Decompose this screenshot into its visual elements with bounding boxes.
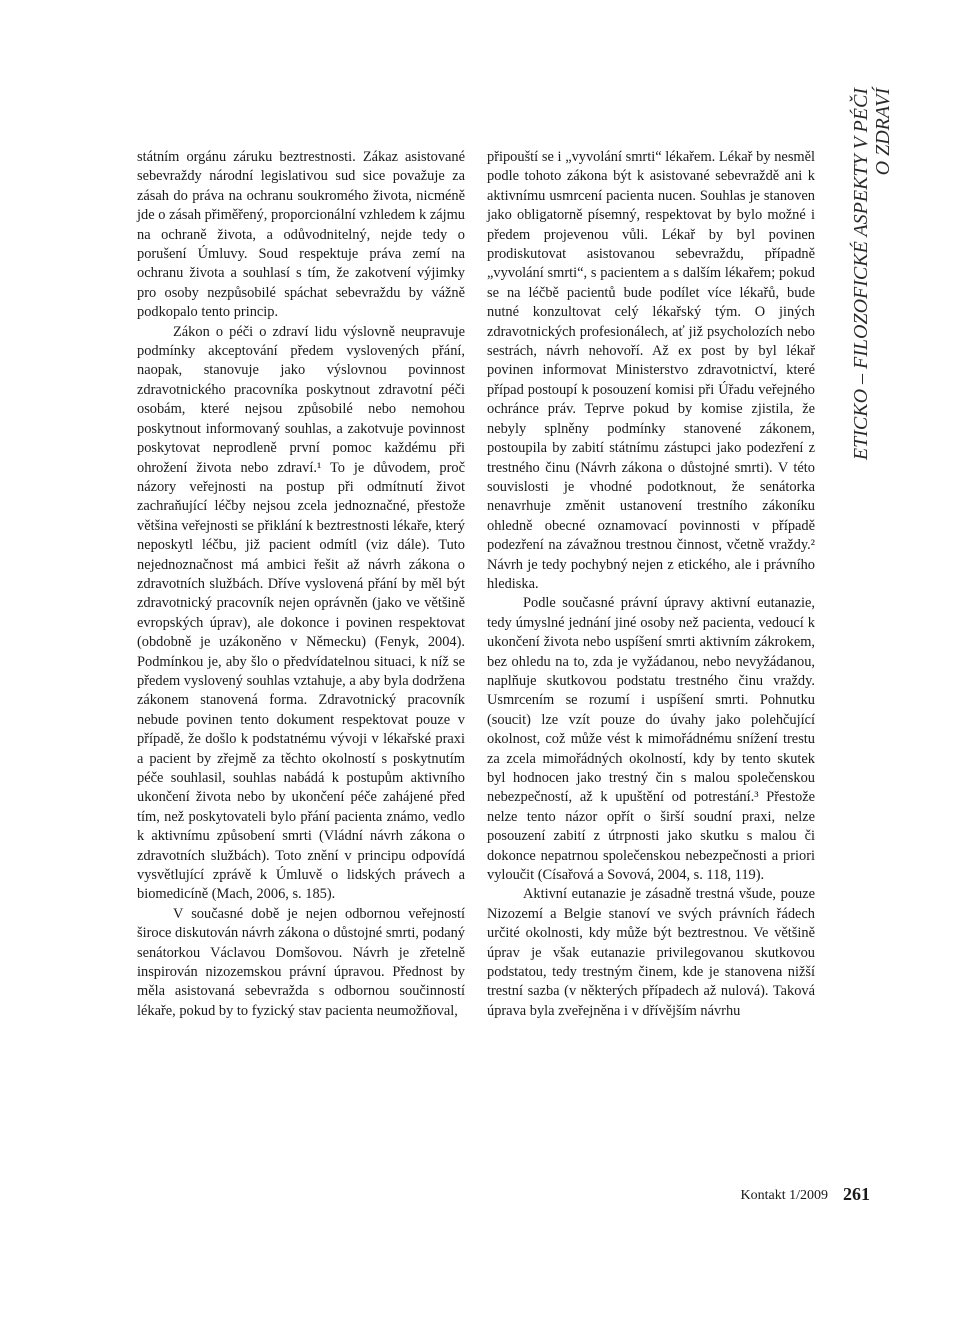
running-header-text: [850, 88, 894, 468]
paragraph: připouští se i „vyvolání smrti“ lékařem. Lékař by nesměl podle tohoto zákona být k asistované sebevraždě ani k aktivnímu usmrcení pacienta nucen. Souhlas je stanoven jako obligatorně písemný, respektovat by bylo možné i předem projevenou vůli. Lékař by byl povinen prodiskutovat asistovanou sebevraždu, případně „vyvolání smrti“, s pacientem a s dalším lékařem; pokud se na léčbě pacientů bude podílet více lékařů, bude nutné konzultovat celý lékařský tým. O jiných zdravotnických profesionálech, ať již psycholozích nebo sestrách, návrh nehovoří. Až ex post by byl lékař povinen informovat Ministerstvo zdravotnictví, které případ postoupí k posouzení komisi při Úřadu veřejného ochránce práv. Teprve pokud by komise zjistila, že nebyly splněny podmínky stanovené zákonem, postoupila by zabití státnímu zástupci jako podezření z trestného činu (Návrh zákona o důstojné smrti). V této souvislosti je vhodné podotknout, že senátorka nenavrhuje změnit ustanovení trestního zákoníku ohledně obecné oznamovací povinnosti v případě podezření na závažnou trestnou činnost, včetně vraždy.² Návrh je tedy pochybný nejen z etického, ale i právního hlediska.: [487, 149, 815, 592]
left-column: [137, 148, 465, 1021]
paragraph: Zákon o péči o zdraví lidu výslovně neupravuje podmínky akceptování předem vyslovených přání, naopak, stanovuje jako výslovnou povinnost zdravotnického pracovníka poskytnout zdravotní péči osobám, které nejsou způsobilé nebo nemohou poskytnout informovaný souhlas, a zakotvuje povinnost poskytovat neprodleně první pomoc každému při ohrožení života nebo zdraví.¹ To je důvodem, proč názory veřejnosti na postup při odmítnutí život zachraňující léčby nejsou zcela jednoznačné, přestože většina veřejnosti se přiklání k beztrestnosti lékaře, který neposkytl léčbu, již pacient odmítl (viz dále). Tuto nejednoznačnost má ambici řešit až návrh zákona o zdravotních službách. Dříve vyslovená přání by měl být zdravotnický pracovník nejen oprávněn (jako ve většině evropských úprav), ale dokonce i povinen respektovat (obdobně je uzákoněno v Německu) (Fenyk, 2004). Podmínkou je, aby šlo o předvídatelnou situaci, k níž se předem vyslovený souhlas vztahuje, a aby byla dodržena zákonem stanovená forma. Zdravotnický pracovník nebude povinen tento dokument respektovat pouze v případě, že došlo k podstatnému vývoji v lékařské praxi a pacient by zřejmě za těchto okolností s poskytnutím péče souhlasil, souhlas nabádá k postupům aktivního ukončení života nebo by ukončení péče zahájené před tím, než poskytovateli bylo přání pacienta známo, vedlo k aktivnímu způsobení smrti (Vládní návrh zákona o zdravotních službách). Toto znění v principu odpovídá vysvětlující zprávě k Úmluvě o lidských právech a biomedicíně (Mach, 2006, s. 185).: [137, 323, 465, 903]
paragraph: Aktivní eutanazie je zásadně trestná všude, pouze Nizozemí a Belgie stanoví ve svých právních řádech určité okolnosti, kdy může být beztrestnou. Ve většině úprav je však eutanazie privilegovanou skutkovou podstatou, tedy trestným činem, kde je stanovena nižší trestní sazba (v některých případech až nulová). Taková úprava byla zveřejněna i v dřívějším návrhu: [487, 886, 815, 1019]
running-header: [850, 88, 892, 468]
paragraph: Podle současné právní úpravy aktivní eutanazie, tedy úmyslné jednání jiné osoby než pacienta, vedoucí k ukončení života nebo uspíšení smrti aktivním zákrokem, bez ohledu na to, zda je vyžádanou, nebo nevyžádanou, naplňuje skutkovou podstatu trestného činu vraždy. Usmrcením se rozumí i uspíšení smrti. Pohnutku (soucit) lze vzít pouze do úvahy jako polehčující okolnost, což může vést k mimořádnému snížení trestu za zcela mimořádných okolností, kdy by tento skutek byl hodnocen jako trestný čin s malou společenskou nebezpečností, až k upuštění od potrestání.³ Přestože nelze tento názor opřít o širší soudní praxi, nelze posouzení zabití z útrpnosti jako skutku s malou či dokonce nepatrnou společenskou nebezpečnosti a priori vyloučit (Císařová a Sovová, 2004, s. 118, 119).: [487, 595, 815, 884]
right-column: [487, 148, 815, 1021]
page-number: 261: [843, 1184, 870, 1204]
page-footer: [718, 1182, 878, 1212]
running-header-line-2: O ZDRAVÍ: [872, 88, 894, 176]
running-header-line-1: ETICKO – FILOZOFICKÉ ASPEKTY V PÉČI: [850, 88, 872, 461]
journal-issue: Kontakt 1/2009: [740, 1188, 828, 1203]
paragraph: V současné době je nejen odbornou veřejností široce diskutován návrh zákona o důstojné smrti, podaný senátorkou Václavou Domšovou. Návrh je zřetelně inspirován nizozemskou právní úpravou. Přednost by měla asistovaná sebevražda s odbornou součinností lékaře, pokud by to fyzický stav pacienta neumožňoval,: [137, 905, 465, 1019]
paragraph: státním orgánu záruku beztrestnosti. Zákaz asistované sebevraždy národní legislativou sud sice považuje za zásah do práva na ochranu soukromého života, nicméně jde o zásah přiměřený, proporcionální vzhledem k zájmu na ochraně života, a odůvodnitelný, nejde tedy o porušení Úmluvy. Soud respektuje práva zemí na ochranu života a souhlasí s tím, že zakotvení výjimky pro osoby nezpůsobilé spáchat sebevraždu by vážně podkopalo tento princip.: [137, 149, 465, 321]
